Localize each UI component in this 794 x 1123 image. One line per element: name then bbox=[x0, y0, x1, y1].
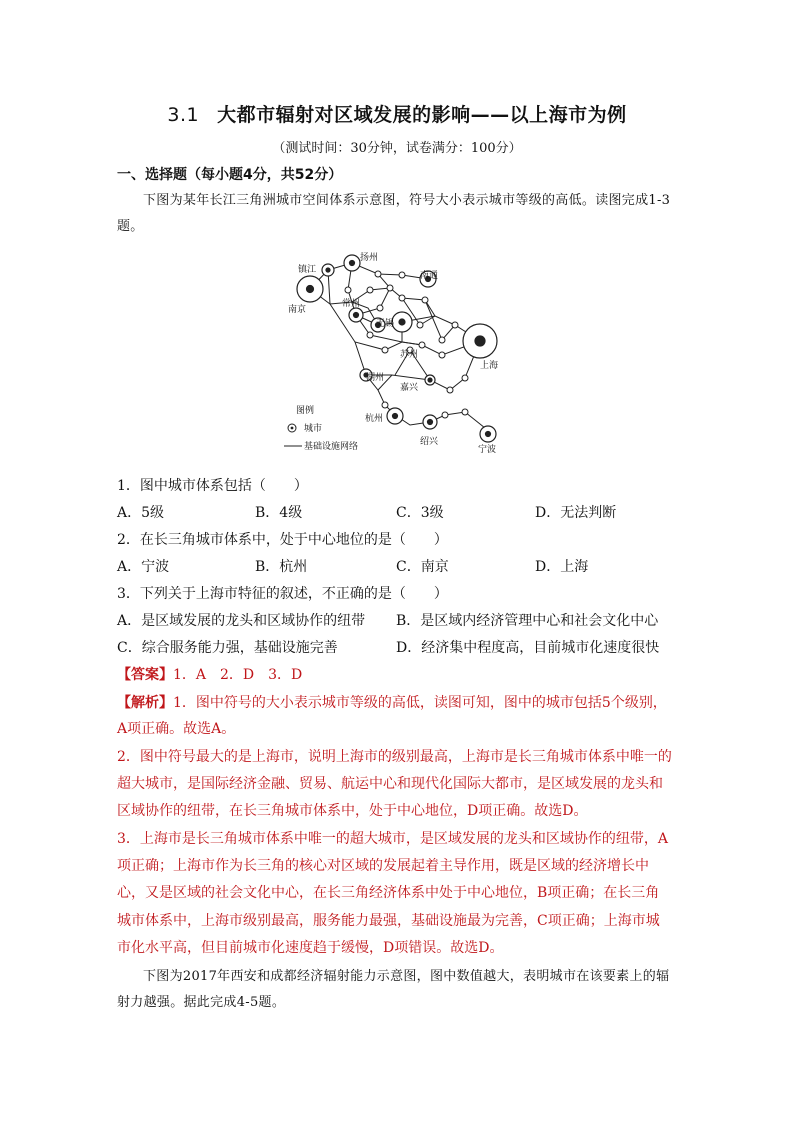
q3-option-a: A．是区域发展的龙头和区域协作的纽带 bbox=[117, 613, 366, 629]
answer-block bbox=[117, 664, 302, 684]
intro-paragraph: 下图为某年长江三角洲城市空间体系示意图，符号大小表示城市等级的高低。读图完成1-3题。 bbox=[117, 193, 671, 234]
city-label-shaoxing: 绍兴 bbox=[420, 437, 439, 447]
legend-title: 图例 bbox=[296, 406, 315, 416]
city-label-changzhou: 常州 bbox=[342, 299, 361, 309]
q1-option-d: D．无法判断 bbox=[535, 505, 617, 521]
question-2: 2．在长三角城市体系中，处于中心地位的是（ ） bbox=[117, 532, 448, 548]
analysis-line-6: 3．上海市是长三角城市体系中唯一的超大城市，是区域发展的龙头和区域协作的纽带，A bbox=[117, 831, 669, 847]
q2-option-b: B．杭州 bbox=[255, 559, 308, 575]
question-3: 3．下列关于上海市特征的叙述，不正确的是（ ） bbox=[117, 586, 448, 602]
answer-tag: 【答案】 bbox=[117, 667, 173, 683]
analysis-line-2: A项正确。故选A。 bbox=[117, 721, 236, 737]
q3-option-b: B．是区域内经济管理中心和社会文化中心 bbox=[396, 613, 659, 629]
legend-city: 城市 bbox=[304, 424, 323, 434]
q3-option-d: D．经济集中程度高，目前城市化速度很快 bbox=[396, 640, 660, 656]
yangtze-delta-city-map bbox=[270, 250, 530, 460]
city-label-nantong: 南通 bbox=[420, 271, 439, 281]
city-label-jiaxing: 嘉兴 bbox=[400, 383, 419, 393]
answer-text: 1．A 2．D 3．D bbox=[173, 667, 303, 683]
q1-option-c: C．3级 bbox=[396, 505, 444, 521]
analysis-line-1: 【解析】1．图中符号的大小表示城市等级的高低，读图可知，图中的城市包括5个级别， bbox=[117, 695, 667, 711]
analysis-line-8: 心，又是区域的社会文化中心，在长三角经济体系中处于中心地位，B项正确；在长三角 bbox=[117, 885, 660, 901]
test-info: （测试时间：30分钟，试卷满分：100分） bbox=[272, 141, 522, 156]
analysis-tag: 【解析】 bbox=[117, 695, 173, 711]
intro-paragraph-2: 下图为2017年西安和成都经济辐射能力示意图，图中数值越大，表明城市在该要素上的辐射力越强。据此完成4-5题。 bbox=[117, 969, 670, 1010]
page-title bbox=[0, 100, 794, 127]
analysis-line-4: 超大城市，是国际经济金融、贸易、航运中心和现代化国际大都市，是区域发展的龙头和 bbox=[117, 776, 663, 792]
city-label-shanghai: 上海 bbox=[480, 361, 499, 371]
q1-option-b: B．4级 bbox=[255, 505, 303, 521]
city-label-ningbo: 宁波 bbox=[478, 445, 497, 455]
city-label-nanjing: 南京 bbox=[288, 305, 307, 315]
analysis-line-7: 项正确；上海市作为长三角的核心对区域的发展起着主导作用，既是区域的经济增长中 bbox=[117, 858, 649, 874]
q2-option-c: C．南京 bbox=[396, 559, 449, 575]
city-label-yangzhou: 扬州 bbox=[360, 253, 379, 263]
city-label-suzhou: 苏州 bbox=[400, 350, 419, 360]
title-number: 3.1 bbox=[167, 104, 200, 126]
city-label-wuxi: 无锡 bbox=[376, 319, 395, 329]
city-label-huzhou: 湖州 bbox=[366, 373, 385, 383]
analysis-line-3: 2．图中符号最大的是上海市，说明上海市的级别最高，上海市是长三角城市体系中唯一的 bbox=[117, 749, 672, 765]
question-1: 1．图中城市体系包括（ ） bbox=[117, 478, 308, 494]
section-heading: 一、选择题（每小题4分，共52分） bbox=[117, 167, 343, 183]
analysis-line-5: 区域协作的纽带，在长三角城市体系中，处于中心地位，D项正确。故选D。 bbox=[117, 803, 588, 819]
analysis-line-9: 城市体系中，上海市级别最高，服务能力最强，基础设施最为完善，C项正确；上海市城 bbox=[117, 913, 660, 929]
q2-option-a: A．宁波 bbox=[117, 559, 170, 575]
city-label-zhenjiang: 镇江 bbox=[298, 265, 317, 275]
q3-option-c: C．综合服务能力强，基础设施完善 bbox=[117, 640, 338, 656]
city-label-hangzhou: 杭州 bbox=[365, 414, 384, 424]
analysis-line-10: 市化水平高，但目前城市化速度趋于缓慢，D项错误。故选D。 bbox=[117, 940, 504, 956]
q2-option-d: D．上海 bbox=[535, 559, 589, 575]
legend-network: 基础设施网络 bbox=[304, 442, 359, 452]
q1-option-a: A．5级 bbox=[117, 505, 165, 521]
title-text: 大都市辐射对区域发展的影响——以上海市为例 bbox=[217, 104, 627, 126]
